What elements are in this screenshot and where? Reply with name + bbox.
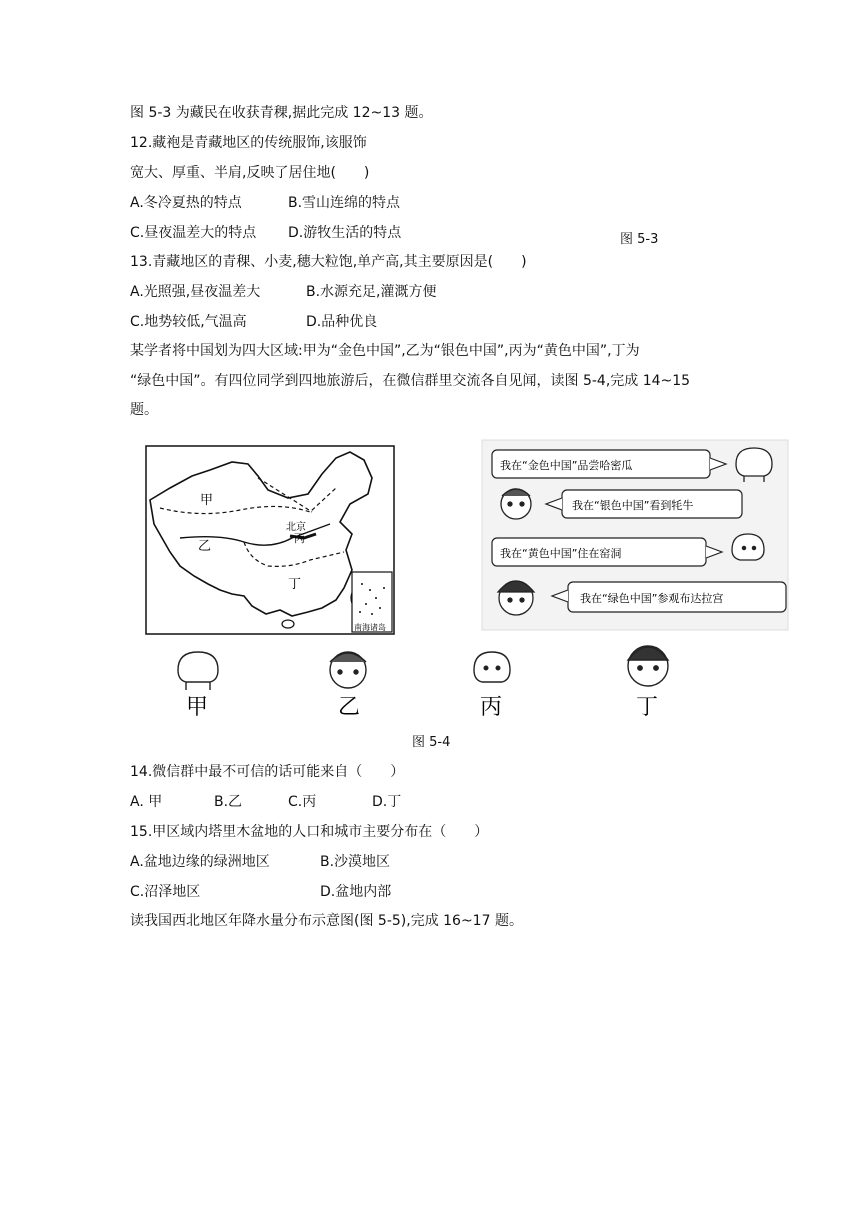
q12-stem-line1: 12.藏袍是青藏地区的传统服饰,该服饰	[130, 135, 367, 151]
map-region-bing: 丙	[294, 532, 305, 545]
q15-option-c: C.沼泽地区	[130, 884, 201, 900]
q12-option-a: A.冬冷夏热的特点	[130, 195, 242, 211]
person-ding-icon	[628, 646, 668, 686]
intro-fig-5-3: 图 5-3 为藏民在收获青稞,据此完成 12~13 题。	[130, 105, 433, 121]
fig-5-3-label: 图 5-3	[620, 232, 659, 247]
q14-option-b: B.乙	[214, 794, 243, 810]
chat-message-4: 我在“绿色中国”参观布达拉宫	[580, 592, 724, 605]
q12-stem-line2: 宽大、厚重、半肩,反映了居住地( )	[130, 165, 370, 181]
q14-stem: 14.微信群中最不可信的话可能来自（ ）	[130, 764, 405, 780]
q13-option-a: A.光照强,昼夜温差大	[130, 284, 261, 300]
china-map	[146, 446, 394, 634]
q13-option-c: C.地势较低,气温高	[130, 314, 247, 330]
q13-option-d: D.品种优良	[306, 314, 378, 330]
chat-message-1: 我在“金色中国”品尝哈密瓜	[500, 459, 633, 472]
avatar-head-3	[732, 534, 764, 560]
intro-fig-5-4-line1: 某学者将中国划为四大区域:甲为“金色中国”,乙为“银色中国”,丙为“黄色中国”,丁为	[130, 343, 640, 359]
chat-panel	[482, 440, 788, 630]
q14-option-c: C.丙	[288, 794, 317, 810]
q13-stem: 13.青藏地区的青稞、小麦,穗大粒饱,单产高,其主要原因是( )	[130, 254, 527, 270]
intro-fig-5-4-line2: “绿色中国”。有四位同学到四地旅游后，在微信群里交流各自见闻，读图 5-4,完成 14~15	[130, 373, 691, 389]
q15-option-d: D.盆地内部	[320, 884, 392, 900]
map-region-ding: 丁	[288, 577, 302, 592]
q12-option-c: C.昼夜温差大的特点	[130, 225, 257, 241]
q12-option-d: D.游牧生活的特点	[288, 225, 402, 241]
map-region-jia: 甲	[200, 493, 214, 508]
chat-message-2: 我在“银色中国”看到牦牛	[572, 499, 694, 512]
chat-message-3: 我在“黄色中国”住在窑洞	[500, 547, 622, 560]
avatar-head-2	[501, 489, 531, 519]
person-label-ding: 丁	[636, 695, 659, 720]
person-bing-icon	[474, 652, 510, 682]
q13-option-b: B.水源充足,灌溉方便	[306, 284, 437, 300]
intro-fig-5-4-line3: 题。	[130, 402, 158, 418]
q15-stem: 15.甲区域内塔里木盆地的人口和城市主要分布在（ ）	[130, 824, 489, 840]
avatar-head-4	[498, 581, 534, 615]
q14-option-d: D.丁	[372, 794, 402, 810]
q15-option-b: B.沙漠地区	[320, 854, 391, 870]
map-city-beijing: 北京	[286, 522, 306, 533]
fig-5-4-caption: 图 5-4	[412, 735, 451, 750]
map-inset-label: 南海诸岛	[354, 623, 386, 632]
person-yi-icon	[330, 652, 366, 688]
q12-option-b: B.雪山连绵的特点	[288, 195, 401, 211]
intro-fig-5-5: 读我国西北地区年降水量分布示意图(图 5-5),完成 16~17 题。	[130, 913, 523, 929]
q14-option-a: A. 甲	[130, 794, 163, 810]
q15-option-a: A.盆地边缘的绿洲地区	[130, 854, 270, 870]
map-region-yi: 乙	[198, 539, 212, 554]
person-label-bing: 丙	[480, 695, 503, 720]
person-label-jia: 甲	[186, 695, 209, 720]
person-label-yi: 乙	[338, 695, 361, 720]
figure-5-4	[140, 438, 790, 728]
person-row	[140, 638, 700, 722]
